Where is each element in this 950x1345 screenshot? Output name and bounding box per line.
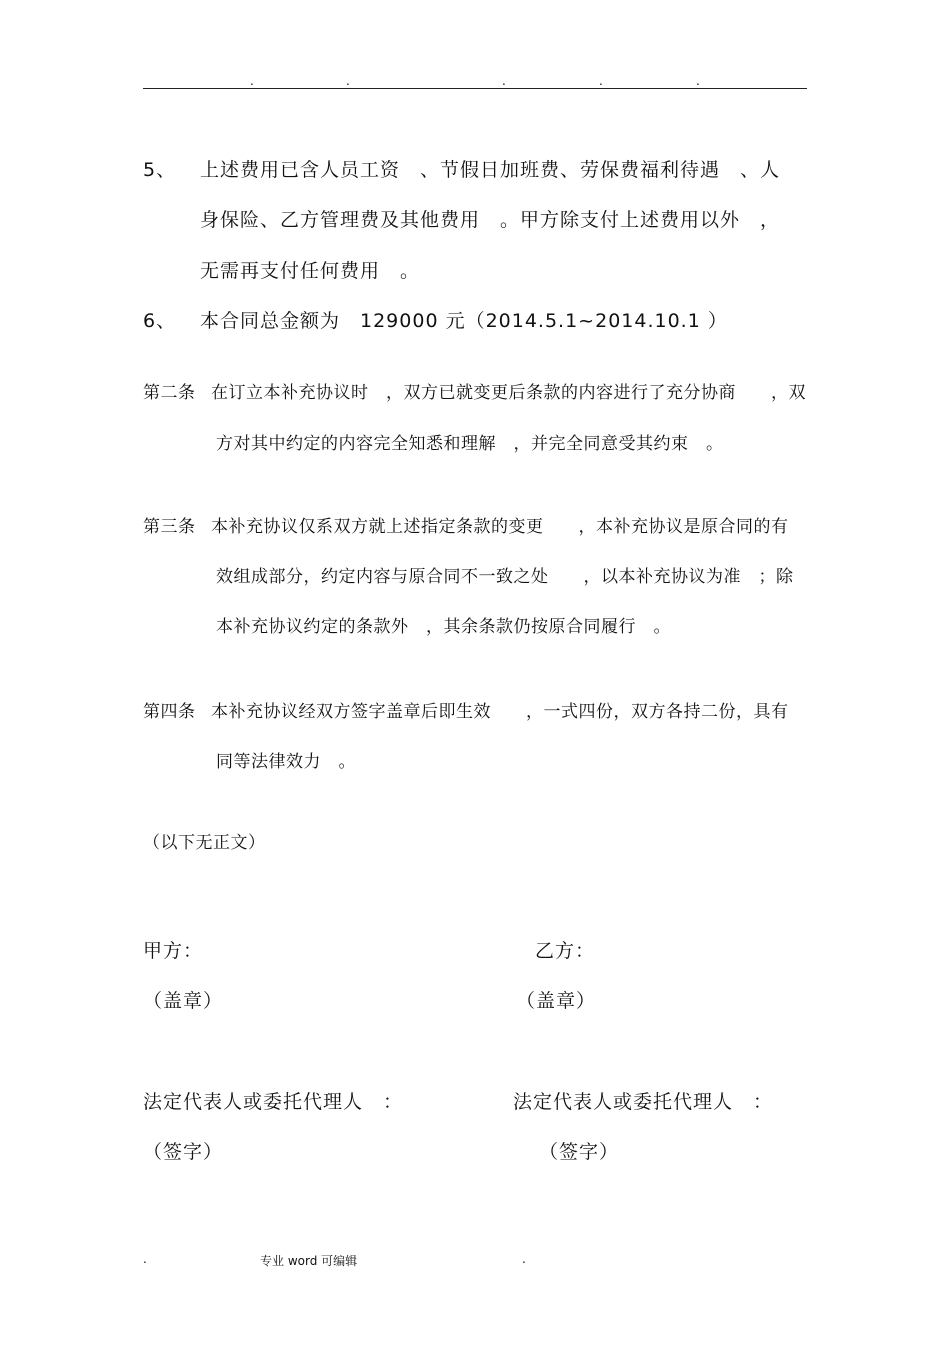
party-b-label: 乙方： [535, 940, 596, 962]
header-dot: . [346, 74, 350, 88]
item-line: 身保险、乙方管理费及其他费用 。甲方除支付上述费用以外 ， [200, 209, 781, 231]
header-dot: . [696, 74, 700, 88]
item-line: 无需再支付任何费用 。 [200, 260, 421, 282]
article-line: 方对其中约定的内容完全知悉和理解 ，并完全同意受其约束 。 [216, 434, 724, 454]
article-line: 效组成部分，约定内容与原合同不一致之处 ，以本补充协议为准 ；除 [216, 567, 794, 587]
footer-dot: . [143, 1252, 147, 1266]
article-line: 在订立本补充协议时 ，双方已就变更后条款的内容进行了充分协商 ，双 [211, 383, 806, 403]
no-further-text-note: （以下无正文） [143, 833, 266, 853]
article-label: 第四条 [143, 702, 196, 722]
article-line: 本补充协议经双方签字盖章后即生效 ，一式四份，双方各持二份，具有 [211, 702, 789, 722]
item-number: 6、 [143, 310, 177, 332]
party-a-signature: （签字） [143, 1141, 224, 1163]
header-dot: . [250, 74, 254, 88]
party-a-representative-label: 法定代表人或委托代理人 ： [143, 1091, 404, 1113]
footer-text: 专业 word 可编辑 [260, 1254, 358, 1268]
article-line: 本补充协议约定的条款外 ，其余条款仍按原合同履行 。 [216, 617, 671, 637]
item-line: 上述费用已含人员工资 、节假日加班费、劳保费福利待遇 、人 [200, 159, 781, 181]
party-a-label: 甲方： [143, 940, 204, 962]
item-number: 5、 [143, 159, 177, 181]
header-dot: . [599, 74, 603, 88]
party-b-representative-label: 法定代表人或委托代理人 ： [513, 1091, 774, 1113]
footer-dot: . [522, 1252, 526, 1266]
party-b-signature: （签字） [539, 1141, 620, 1163]
header-rule [143, 88, 807, 89]
item-line: 本合同总金额为 129000 元（2014.5.1~2014.10.1 ） [200, 310, 728, 332]
party-b-seal: （盖章） [516, 990, 597, 1012]
header-dot: . [502, 74, 506, 88]
party-a-seal: （盖章） [143, 990, 224, 1012]
article-line: 同等法律效力 。 [216, 752, 356, 772]
article-label: 第二条 [143, 383, 196, 403]
article-line: 本补充协议仅系双方就上述指定条款的变更 ，本补充协议是原合同的有 [211, 517, 789, 537]
article-label: 第三条 [143, 517, 196, 537]
